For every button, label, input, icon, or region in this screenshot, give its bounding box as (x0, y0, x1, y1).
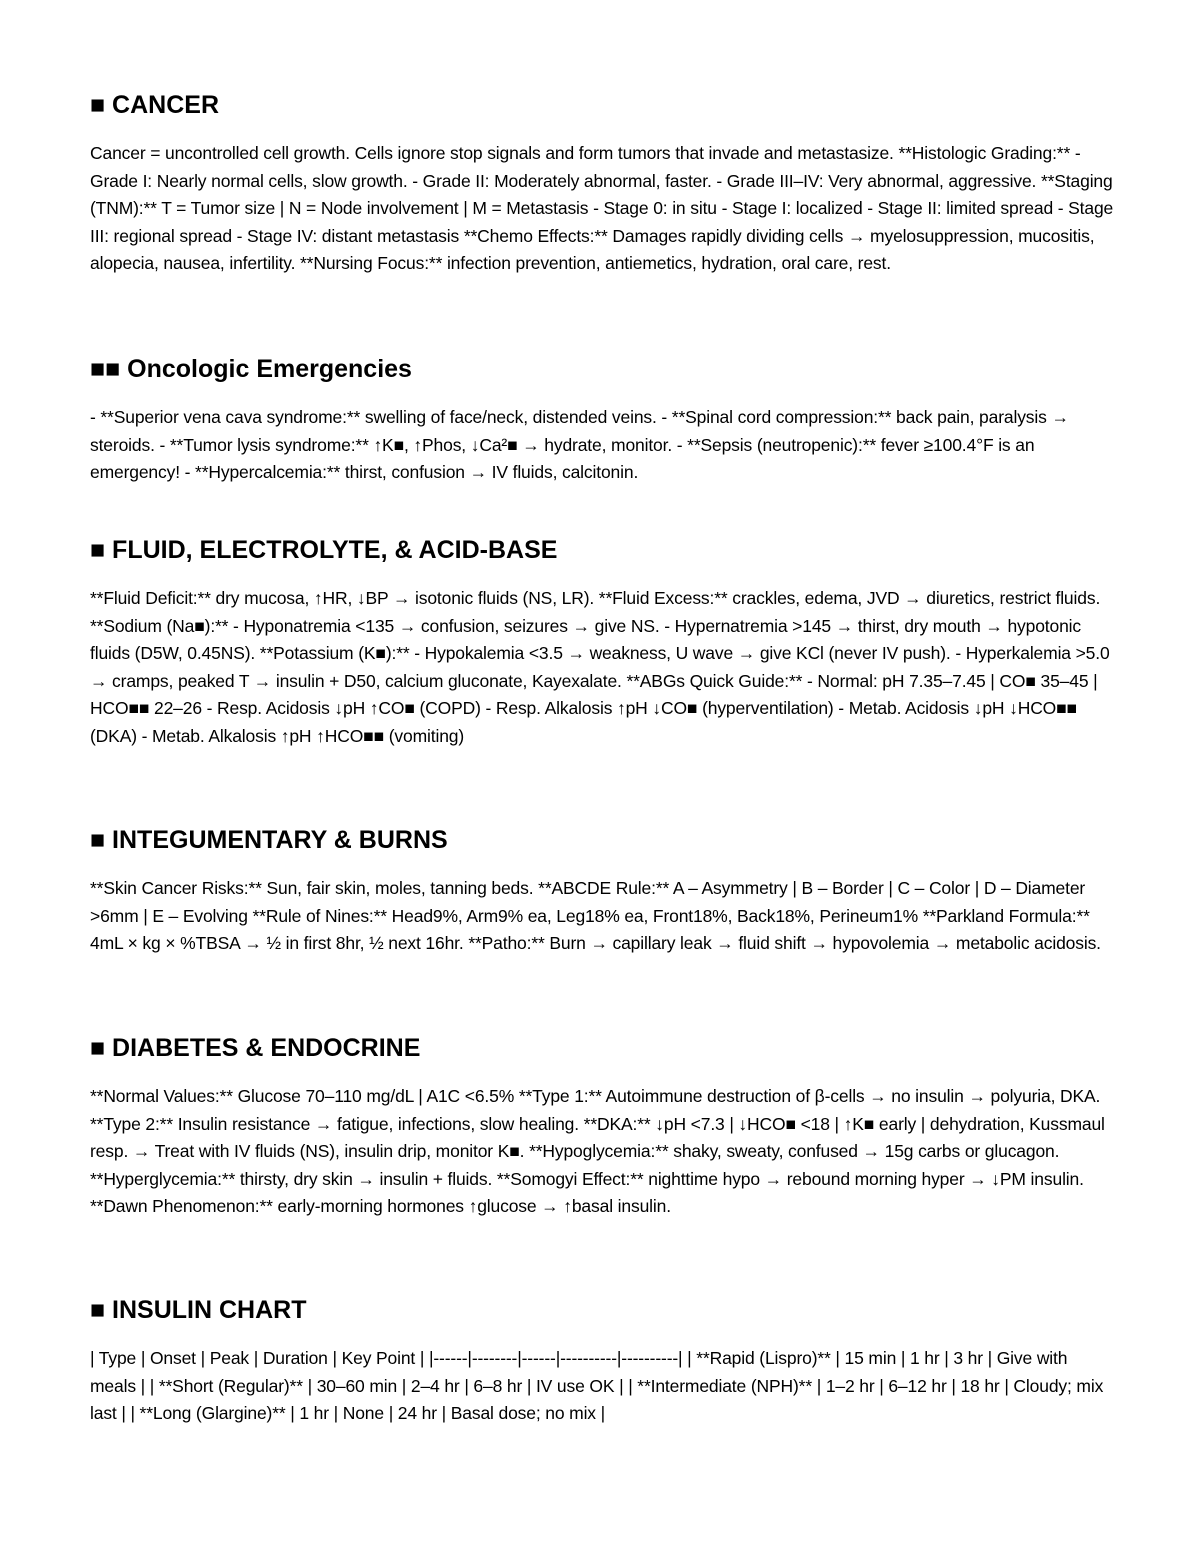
section-body: Cancer = uncontrolled cell growth. Cells ignore stop signals and form tumors that invade and metastasize. **Histologic Grading:** - Grade I: Nearly normal cells, slow growth. - Grade II: Moderately abnormal, faster. - Grade III–IV: Very abnormal, aggressive. **Staging (TNM):** T = Tumor size | N = Node involvement | M = Metastasis - Stage 0: in situ - Stage I: localized - Stage II: limited spread - Stage III: regional spread - Stage IV: distant metastasis **Chemo Effects:** Damages rapidly dividing cells → myelosuppression, mucositis, alopecia, nausea, infertility. **Nursing Focus:** infection prevention, antiemetics, hydration, oral care, rest. (90, 143, 1114, 273)
section-heading: ■■ Oncologic Emergencies (90, 355, 412, 383)
section-heading: ■ FLUID, ELECTROLYTE, & ACID-BASE (90, 536, 558, 564)
section-body: | Type | Onset | Peak | Duration | Key Point | |------|--------|------|----------|----------| | **Rapid (Lispro)** | 15 min | 1 hr | 3 hr | Give with meals | | **Short (Regular)** | 30–60 min | 2–4 hr | 6–8 hr | IV use OK | | **Intermediate (NPH)** | 1–2 hr | 6–12 hr | 18 hr | Cloudy; mix last | | **Long (Glargine)** | 1 hr | None | 24 hr | Basal dose; no mix | (90, 1348, 1104, 1423)
section-body: - **Superior vena cava syndrome:** swelling of face/neck, distended veins. - **Spinal cord compression:** back pain, paralysis → steroids. - **Tumor lysis syndrome:** ↑K■, ↑Phos, ↓Ca²■ → hydrate, monitor. - **Sepsis (neutropenic):** fever ≥100.4°F is an emergency! - **Hypercalcemia:** thirst, confusion → IV fluids, calcitonin. (90, 407, 1069, 482)
section-insulin-chart (90, 1293, 1114, 1428)
section-heading: ■ INTEGUMENTARY & BURNS (90, 826, 448, 854)
section-heading: ■ INSULIN CHART (90, 1296, 307, 1324)
section-integumentary-burns (90, 823, 1114, 958)
section-diabetes-endocrine (90, 1031, 1114, 1221)
section-body: **Skin Cancer Risks:** Sun, fair skin, moles, tanning beds. **ABCDE Rule:** A – Asymmetry | B – Border | C – Color | D – Diameter >6mm | E – Evolving **Rule of Nines:** Head9%, Arm9% ea, Leg18% ea, Front18%, Back18%, Perineum1% **Parkland Formula:** 4mL × kg × %TBSA → ½ in first 8hr, ½ next 16hr. **Patho:** Burn → capillary leak → fluid shift → hypovolemia → metabolic acidosis. (90, 878, 1101, 953)
section-body: **Fluid Deficit:** dry mucosa, ↑HR, ↓BP → isotonic fluids (NS, LR). **Fluid Excess:** crackles, edema, JVD → diuretics, restrict fluids. **Sodium (Na■):** - Hyponatremia <135 → confusion, seizures → give NS. - Hypernatremia >145 → thirst, dry mouth → hypotonic fluids (D5W, 0.45NS). **Potassium (K■):** - Hypokalemia <3.5 → weakness, U wave → give KCl (never IV push). - Hyperkalemia >5.0 → cramps, peaked T → insulin + D50, calcium gluconate, Kayexalate. **ABGs Quick Guide:** - Normal: pH 7.35–7.45 | CO■ 35–45 | HCO■■ 22–26 - Resp. Acidosis ↓pH ↑CO■ (COPD) - Resp. Alkalosis ↑pH ↓CO■ (hyperventilation) - Metab. Acidosis ↓pH ↓HCO■■ (DKA) - Metab. Alkalosis ↑pH ↑HCO■■ (vomiting) (90, 588, 1110, 746)
section-heading: ■ DIABETES & ENDOCRINE (90, 1034, 421, 1062)
section-oncologic-emergencies (90, 352, 1114, 487)
section-body: **Normal Values:** Glucose 70–110 mg/dL | A1C <6.5% **Type 1:** Autoimmune destruction of β-cells → no insulin → polyuria, DKA. **Type 2:** Insulin resistance → fatigue, infections, slow healing. **DKA:** ↓pH <7.3 | ↓HCO■ <18 | ↑K■ early | dehydration, Kussmaul resp. → Treat with IV fluids (NS), insulin drip, monitor K■. **Hypoglycemia:** shaky, sweaty, confused → 15g carbs or glucagon. **Hyperglycemia:** thirsty, dry skin → insulin + fluids. **Somogyi Effect:** nighttime hypo → rebound morning hyper → ↓PM insulin. **Dawn Phenomenon:** early-morning hormones ↑glucose → ↑basal insulin. (90, 1086, 1105, 1216)
section-heading: ■ CANCER (90, 91, 219, 119)
section-fluid-electrolyte-acid-base (90, 533, 1114, 750)
section-cancer (90, 88, 1114, 278)
